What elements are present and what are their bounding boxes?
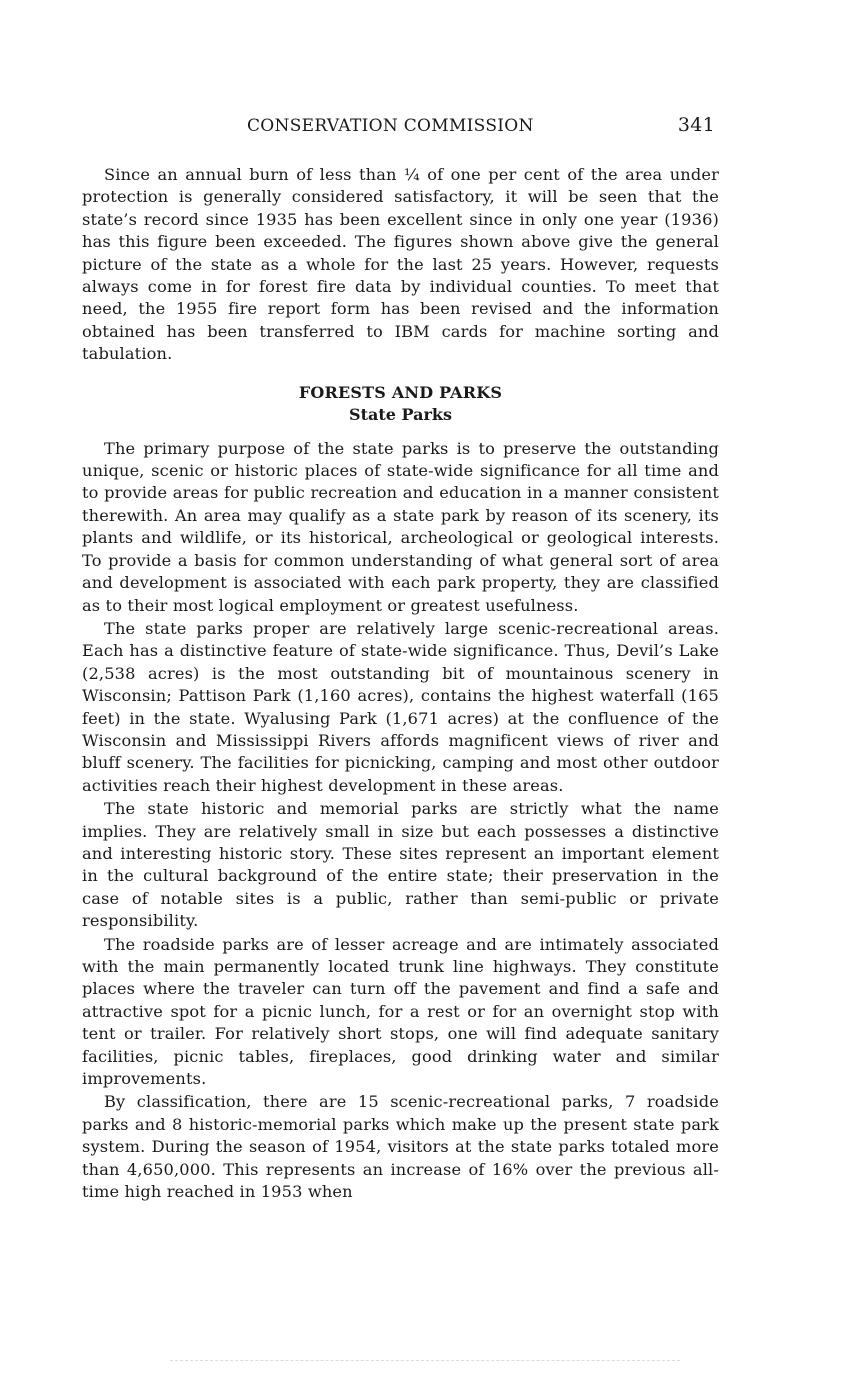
section-subheading: State Parks <box>349 404 452 424</box>
page-number: 341 <box>677 114 715 136</box>
document-page <box>82 112 719 1203</box>
page-bottom-marks <box>170 1360 680 1365</box>
paragraph-purpose: The primary purpose of the state parks is to preserve the outstanding unique, scenic or historic places of state-wide significance for all time and to provide areas for public recreation and education in a manner consistent therewith. An area may qualify as a state park by reason of its scenery, its plants and wildlife, or its historical, archeological or geological interests. To provide a basis for common understanding of what general sort of area and development is associated with each park property, they are classified as to their most logical employment or greatest usefulness. <box>82 438 719 615</box>
paragraph-historic-parks: The state historic and memorial parks are strictly what the name implies. They are relatively small in size but each possesses a distinctive and interesting historic story. These sites represent an important element in the cultural background of the entire state; their preservation in the case of notable sites is a public, rather than semi-public or private responsibility. <box>82 799 719 931</box>
paragraph-classification: By classification, there are 15 scenic-recreational parks, 7 roadside parks and 8 historic-memorial parks which make up the present state park system. During the season of 1954, visitors at the state parks totaled more than 4,650,000. This represents an increase of 16% over the previous all-time high reached in 1953 when <box>82 1092 719 1202</box>
running-header <box>82 112 719 142</box>
section-heading: FORESTS AND PARKS <box>298 382 503 402</box>
paragraph-roadside-parks: The roadside parks are of lesser acreage and are intimately associated with the main permanently located trunk line highways. They constitute places where the traveler can turn off the pavement and find a safe and attractive spot for a picnic lunch, for a rest or for an overnight stop with tent or trailer. For relatively short stops, one will find adequate sanitary facilities, picnic tables, fireplaces, good drinking water and similar improvements. <box>82 934 719 1089</box>
running-title: CONSERVATION COMMISSION <box>247 116 534 136</box>
paragraph-parks-proper: The state parks proper are relatively large scenic-recreational areas. Each has a distinctive feature of state-wide significance. Thus, Devil’s Lake (2,538 acres) is the most outstanding bit of mountainous scenery in Wisconsin; Pattison Park (1,160 acres), contains the highest waterfall (165 feet) in the state. Wyalusing Park (1,671 acres) at the confluence of the Wisconsin and Mississippi Rivers affords magnificent views of river and bluff scenery. The facilities for picnicking, camping and most other outdoor activities reach their highest development in these areas. <box>82 618 719 795</box>
intro-paragraph: Since an annual burn of less than ¼ of one per cent of the area under protection is generally considered satisfactory, it will be seen that the state’s record since 1935 has been excellent since in only one year (1936) has this figure been exceeded. The figures shown above give the general picture of the state as a whole for the last 25 years. However, requests always come in for forest fire data by individual counties. To meet that need, the 1955 fire report form has been revised and the information obtained has been transferred to IBM cards for machine sorting and tabulation. <box>82 165 719 364</box>
